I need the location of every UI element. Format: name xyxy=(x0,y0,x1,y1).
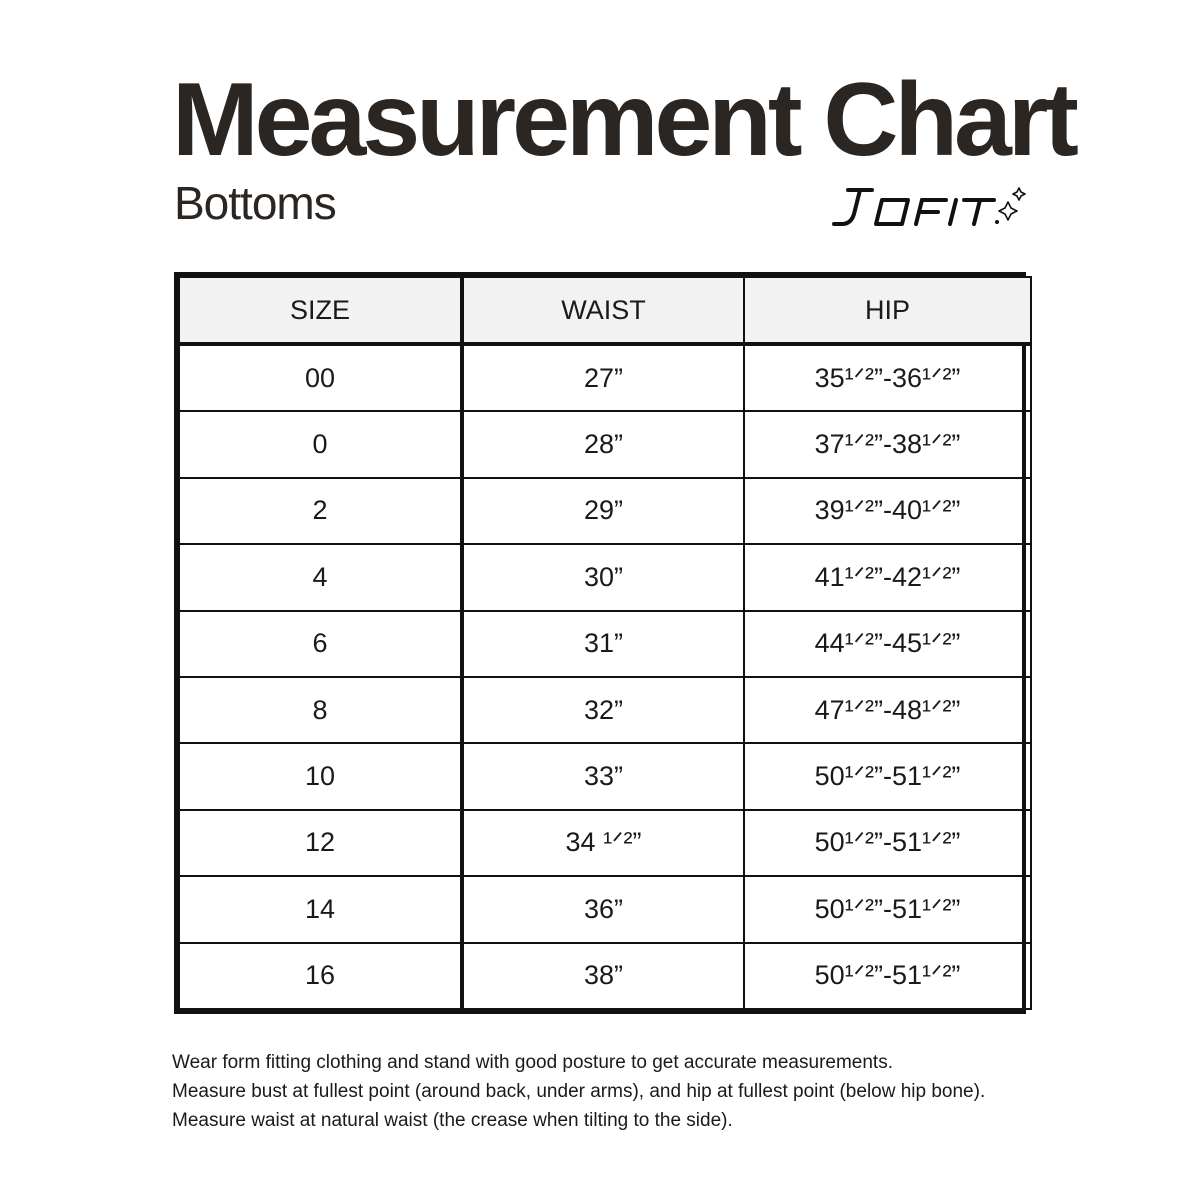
jofit-logo xyxy=(830,184,1026,230)
column-header-waist: WAIST xyxy=(462,277,744,344)
size-cell: 10 xyxy=(179,743,462,809)
hip-cell: 35¹ᐟ²”-36¹ᐟ²” xyxy=(744,344,1031,411)
measurement-notes xyxy=(172,1048,1072,1135)
size-table xyxy=(178,276,1032,1010)
column-header-size: SIZE xyxy=(179,277,462,344)
size-cell: 6 xyxy=(179,611,462,677)
note-line: Measure bust at fullest point (around back, under arms), and hip at fullest point (below hip bone). xyxy=(172,1081,986,1102)
size-cell: 8 xyxy=(179,677,462,743)
hip-cell: 50¹ᐟ²”-51¹ᐟ²” xyxy=(744,943,1031,1009)
size-cell: 12 xyxy=(179,810,462,876)
size-cell: 4 xyxy=(179,544,462,610)
table-row xyxy=(179,344,1031,411)
size-cell: 16 xyxy=(179,943,462,1009)
waist-cell: 30” xyxy=(462,544,744,610)
hip-cell: 50¹ᐟ²”-51¹ᐟ²” xyxy=(744,876,1031,942)
column-header-hip: HIP xyxy=(744,277,1031,344)
table-header-row xyxy=(179,277,1031,344)
table-row xyxy=(179,611,1031,677)
hip-cell: 44¹ᐟ²”-45¹ᐟ²” xyxy=(744,611,1031,677)
hip-cell: 39¹ᐟ²”-40¹ᐟ²” xyxy=(744,478,1031,544)
waist-cell: 32” xyxy=(462,677,744,743)
hip-cell: 47¹ᐟ²”-48¹ᐟ²” xyxy=(744,677,1031,743)
hip-cell: 50¹ᐟ²”-51¹ᐟ²” xyxy=(744,810,1031,876)
table-row xyxy=(179,677,1031,743)
table-row xyxy=(179,411,1031,477)
note-line: Measure waist at natural waist (the crease when tilting to the side). xyxy=(172,1110,733,1131)
waist-cell: 28” xyxy=(462,411,744,477)
page-title: Measurement Chart xyxy=(172,62,1075,178)
table-row xyxy=(179,810,1031,876)
waist-cell: 33” xyxy=(462,743,744,809)
waist-cell: 31” xyxy=(462,611,744,677)
waist-cell: 29” xyxy=(462,478,744,544)
size-cell: 0 xyxy=(179,411,462,477)
hip-cell: 41¹ᐟ²”-42¹ᐟ²” xyxy=(744,544,1031,610)
table-row xyxy=(179,478,1031,544)
waist-cell: 36” xyxy=(462,876,744,942)
measurement-table xyxy=(174,272,1026,1014)
table-row xyxy=(179,876,1031,942)
table-row xyxy=(179,943,1031,1009)
waist-cell: 38” xyxy=(462,943,744,1009)
size-cell: 2 xyxy=(179,478,462,544)
page-subtitle: Bottoms xyxy=(174,177,336,229)
hip-cell: 50¹ᐟ²”-51¹ᐟ²” xyxy=(744,743,1031,809)
waist-cell: 27” xyxy=(462,344,744,411)
size-cell: 00 xyxy=(179,344,462,411)
table-row xyxy=(179,544,1031,610)
note-line: Wear form fitting clothing and stand with good posture to get accurate measurements. xyxy=(172,1052,893,1073)
table-row xyxy=(179,743,1031,809)
hip-cell: 37¹ᐟ²”-38¹ᐟ²” xyxy=(744,411,1031,477)
waist-cell: 34 ¹ᐟ²” xyxy=(462,810,744,876)
size-cell: 14 xyxy=(179,876,462,942)
